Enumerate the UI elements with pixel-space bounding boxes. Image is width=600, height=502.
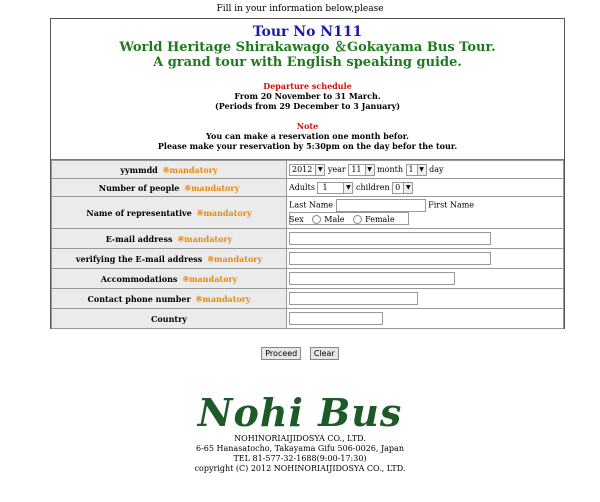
country-input[interactable]: [289, 312, 383, 325]
first-name-label: First Name: [428, 200, 475, 209]
company-tel: TEL 81-577-32-1688(9:00-17:30): [233, 454, 367, 463]
last-name-input[interactable]: [336, 199, 426, 212]
representative-label: Name of representative: [86, 207, 192, 218]
note-label: Note: [296, 121, 319, 131]
chevron-down-icon: ▼: [315, 165, 324, 175]
verify-email-row: [52, 249, 564, 269]
people-row: [52, 179, 564, 197]
mandatory-mark: ※mandatory: [207, 253, 263, 264]
month-unit: month: [377, 164, 403, 174]
company-name: NOHINORIAIJIDOSYA CO., LTD.: [234, 434, 366, 443]
mandatory-mark: ※mandatory: [184, 182, 240, 193]
male-label: Male: [324, 214, 345, 224]
country-label: Country: [151, 313, 187, 324]
company-address: 6-65 Hanasatocho, Takayama Gifu 506-0026, Japan: [196, 444, 404, 453]
people-label: Number of people: [98, 182, 180, 193]
children-select[interactable]: 0 ▼: [392, 182, 413, 194]
email-label: E-mail address: [105, 233, 173, 244]
accommodations-input[interactable]: [289, 272, 455, 285]
intro-text: Fill in your information below,please: [216, 4, 384, 14]
email-row: [52, 229, 564, 249]
day-select[interactable]: 1 ▼: [406, 164, 427, 176]
mandatory-mark: ※mandatory: [196, 207, 252, 218]
female-label: Female: [365, 214, 395, 224]
accommodations-row: [52, 269, 564, 289]
proceed-button[interactable]: Proceed: [261, 347, 301, 360]
adults-label: Adults: [289, 182, 315, 192]
logo-text: Nohi Bus: [197, 390, 403, 435]
year-select[interactable]: 2012 ▼: [289, 164, 325, 176]
adults-select[interactable]: 1 ▼: [317, 182, 353, 194]
country-row: [52, 309, 564, 329]
sex-label: Sex: [289, 214, 304, 224]
date-row: [52, 161, 564, 179]
tour-form-box: [50, 18, 565, 329]
tour-title-line1: World Heritage Shirakawago ＆Gokayama Bus Tour.: [119, 40, 496, 55]
phone-input[interactable]: [289, 292, 418, 305]
phone-row: [52, 289, 564, 309]
chevron-down-icon: ▼: [365, 165, 374, 175]
note-line1: You can make a reservation one month befor.: [206, 131, 409, 141]
date-label: yymmdd: [120, 164, 158, 175]
representative-row: [52, 197, 564, 229]
footer: [0, 434, 600, 474]
mandatory-mark: ※mandatory: [195, 293, 251, 304]
accommodations-label: Accommodations: [100, 273, 178, 284]
departure-line1: From 20 November to 31 March.: [234, 91, 381, 101]
email-input[interactable]: [289, 232, 491, 245]
verify-email-input[interactable]: [289, 252, 491, 265]
chevron-down-icon: ▼: [403, 183, 412, 193]
clear-button[interactable]: Clear: [310, 347, 339, 360]
mandatory-mark: ※mandatory: [177, 233, 233, 244]
tour-header: [51, 19, 564, 160]
tour-title-line2: A grand tour with English speaking guide.: [153, 55, 462, 70]
departure-line2: (Periods from 29 December to 3 January): [214, 101, 401, 111]
month-select[interactable]: 11 ▼: [348, 164, 374, 176]
male-radio[interactable]: [312, 215, 321, 224]
departure-label: Departure schedule: [263, 81, 352, 91]
tour-number: Tour No N111: [252, 24, 363, 40]
form-buttons: [0, 347, 600, 360]
mandatory-mark: ※mandatory: [182, 273, 238, 284]
copyright: copyright (C) 2012 NOHINORIAIJIDOSYA CO., LTD.: [194, 464, 406, 473]
last-name-label: Last Name: [289, 200, 334, 209]
day-unit: day: [429, 164, 444, 174]
mandatory-mark: ※mandatory: [162, 164, 218, 175]
phone-label: Contact phone number: [87, 293, 191, 304]
children-label: children: [356, 182, 390, 192]
year-unit: year: [327, 164, 346, 174]
female-radio[interactable]: [353, 215, 362, 224]
verify-email-label: verifying the E-mail address: [75, 253, 203, 264]
chevron-down-icon: ▼: [343, 183, 352, 193]
chevron-down-icon: ▼: [417, 165, 426, 175]
nohi-bus-logo: [0, 390, 600, 435]
note-line2: Please make your reservation by 5:30pm on the day befor the tour.: [157, 141, 458, 151]
reservation-form: [51, 160, 564, 329]
